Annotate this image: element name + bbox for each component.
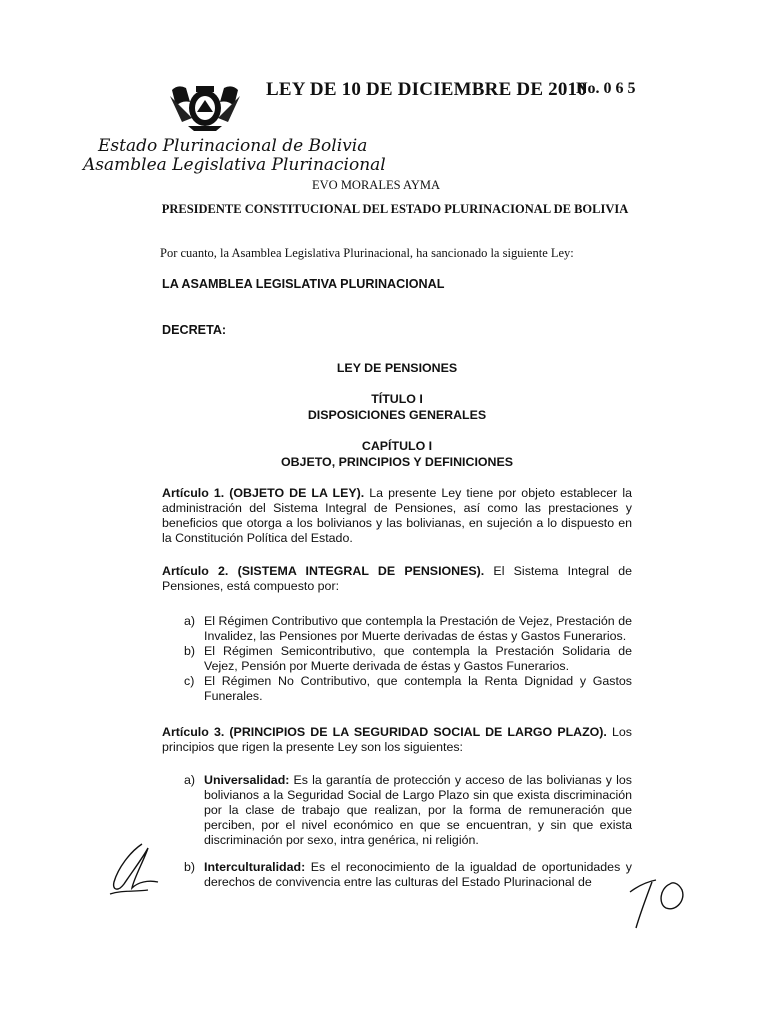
article-3 <box>162 725 632 755</box>
item-text: El Régimen No Contributivo, que contempla la Renta Dignidad y Gastos Funerales. <box>204 674 632 703</box>
item-marker: a) <box>184 773 196 787</box>
state-name: Estado Plurinacional de Bolivia <box>98 136 368 156</box>
item-marker: a) <box>184 614 196 628</box>
decreta-heading: DECRETA: <box>162 323 227 337</box>
assembly-name: Asamblea Legislativa Plurinacional <box>83 155 386 175</box>
item-text: Es el reconocimiento de la igualdad de oportunidades y derechos de convivencia entre las culturas del Estado Plurinacional de <box>204 860 632 889</box>
signature-icon <box>104 838 166 900</box>
article-2-list <box>162 614 632 704</box>
titulo-name: DISPOSICIONES GENERALES <box>307 408 487 422</box>
list-item <box>184 644 632 674</box>
article-text: Los principios que rigen la presente Ley son los siguientes: <box>162 725 632 754</box>
article-3-list <box>162 773 632 902</box>
article-1 <box>162 486 632 546</box>
capitulo-name: OBJETO, PRINCIPIOS Y DEFINICIONES <box>280 455 514 469</box>
enacting-body: LA ASAMBLEA LEGISLATIVA PLURINACIONAL <box>162 277 445 291</box>
article-text: La presente Ley tiene por objeto establecer la administración del Sistema Integral de Pensiones, así como las prestaciones y beneficios que otorga a los bolivianos y las bolivianas, en sujeción a lo dispuesto en la Constitución Política del Estado. <box>162 486 632 545</box>
law-number: No. 0 6 5 <box>576 80 636 97</box>
item-text: El Régimen Semicontributivo, que contempla la Prestación Solidaria de Vejez, Pensión por Muerte derivada de éstas y Gastos Funerarios. <box>204 644 632 673</box>
law-date-title: LEY DE 10 DE DICIEMBRE DE 2010 <box>266 79 587 100</box>
article-heading: Artículo 3. (PRINCIPIOS DE LA SEGURIDAD SOCIAL DE LARGO PLAZO). <box>162 725 607 739</box>
handwritten-mark-icon <box>626 870 690 934</box>
titulo-heading <box>162 391 632 423</box>
list-item <box>184 773 632 848</box>
item-term: Universalidad: <box>204 773 290 787</box>
preamble-text: Por cuanto, la Asamblea Legislativa Plurinacional, ha sancionado la siguiente Ley: <box>160 246 574 260</box>
item-text: Es la garantía de protección y acceso de las bolivianas y los bolivianos a la Seguridad Social de Largo Plazo sin que exista discriminación por la clase de trabajo que realizan, por la forma de remuneración que perciben, por el nivel económico en que se encuentran, y sin que exista discriminación por sexo, intra genérica, ni religión. <box>204 773 632 847</box>
item-marker: b) <box>184 644 196 658</box>
president-name: EVO MORALES AYMA <box>312 178 441 192</box>
article-heading: Artículo 2. (SISTEMA INTEGRAL DE PENSIONES). <box>162 564 485 578</box>
article-2 <box>162 564 632 594</box>
article-text: El Sistema Integral de Pensiones, está compuesto por: <box>162 564 632 593</box>
capitulo-label: CAPÍTULO I <box>361 439 433 453</box>
law-title: LEY DE PENSIONES <box>336 361 458 375</box>
titulo-label: TÍTULO I <box>371 392 423 406</box>
list-item <box>184 674 632 704</box>
list-item <box>184 614 632 644</box>
coat-of-arms-icon <box>168 82 242 132</box>
item-marker: b) <box>184 860 196 874</box>
article-heading: Artículo 1. (OBJETO DE LA LEY). <box>162 486 365 500</box>
item-text: El Régimen Contributivo que contempla la Prestación de Vejez, Prestación de Invalidez, las Pensiones por Muerte derivadas de éstas y Gastos Funerarios. <box>204 614 632 643</box>
capitulo-heading <box>162 438 632 470</box>
list-item <box>184 860 632 890</box>
president-title: PRESIDENTE CONSTITUCIONAL DEL ESTADO PLURINACIONAL DE BOLIVIA <box>161 202 629 216</box>
item-marker: c) <box>184 674 195 688</box>
item-term: Interculturalidad: <box>204 860 306 874</box>
